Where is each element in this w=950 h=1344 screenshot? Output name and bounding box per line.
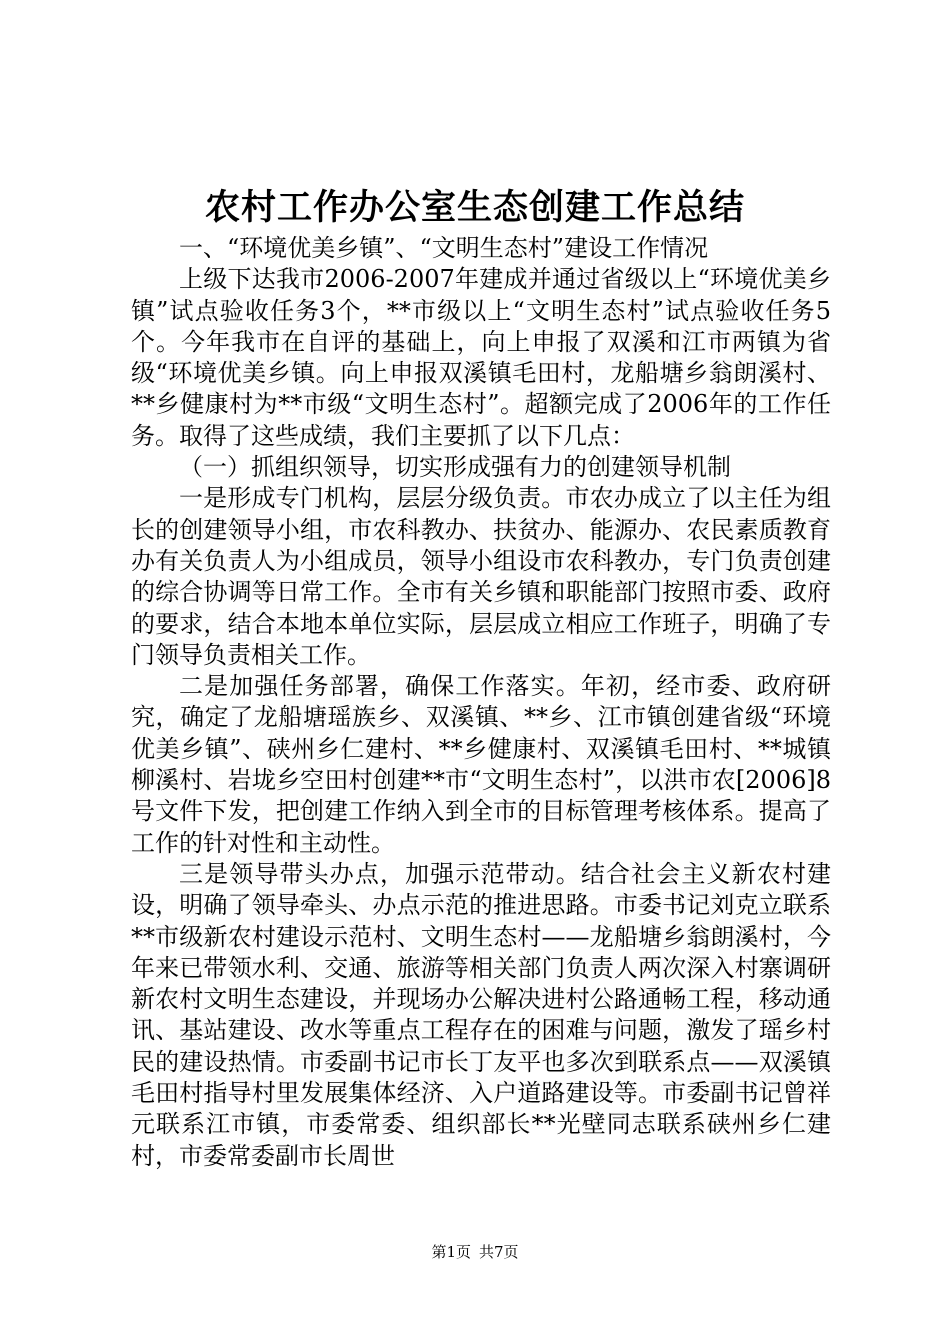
page-number: 第1页 xyxy=(431,1243,471,1261)
page-total: 共7页 xyxy=(479,1243,519,1261)
body-paragraph: 二是加强任务部署，确保工作落实。年初，经市委、政府研究，确定了龙船塘瑶族乡、双溪镇、**乡、江市镇创建省级“环境优美乡镇”、硖州乡仁建村、**乡健康村、双溪镇毛田村、**城镇柳溪村、岩垅乡空田村创建**市“文明生态村”，以洪市农[2006]8号文件下发，把创建工作纳入到全市的目标管理考核体系。提高了工作的针对性和主动性。 xyxy=(131,672,831,857)
document-body xyxy=(131,233,831,1172)
body-paragraph: 上级下达我市2006-2007年建成并通过省级以上“环境优美乡镇”试点验收任务3个，**市级以上“文明生态村”试点验收任务5个。今年我市在自评的基础上，向上申报了双溪和江市两镇为省级“环境优美乡镇。向上申报双溪镇毛田村，龙船塘乡翁朗溪村、**乡健康村为**市级“文明生态村”。超额完成了2006年的工作任务。取得了这些成绩，我们主要抓了以下几点： xyxy=(131,265,831,450)
body-paragraph: 三是领导带头办点，加强示范带动。结合社会主义新农村建设，明确了领导牵头、办点示范的推进思路。市委书记刘克立联系**市级新农村建设示范村、文明生态村——龙船塘乡翁朗溪村，今年来已带领水利、交通、旅游等相关部门负责人两次深入村寨调研新农村文明生态建设，并现场办公解决进村公路通畅工程，移动通讯、基站建设、改水等重点工程存在的困难与问题，激发了瑶乡村民的建设热情。市委副书记市长丁友平也多次到联系点——双溪镇毛田村指导村里发展集体经济、入户道路建设等。市委副书记曾祥元联系江市镇，市委常委、组织部长**光壁同志联系硖州乡仁建村，市委常委副市长周世 xyxy=(131,859,831,1170)
page-footer xyxy=(0,1242,950,1262)
section-heading: 一、“环境优美乡镇”、“文明生态村”建设工作情况 xyxy=(179,234,709,262)
subsection-heading: （一）抓组织领导，切实形成强有力的创建领导机制 xyxy=(179,453,731,482)
document-title: 农村工作办公室生态创建工作总结 xyxy=(204,187,745,228)
body-paragraph: 一是形成专门机构，层层分级负责。市农办成立了以主任为组长的创建领导小组，市农科教办、扶贫办、能源办、农民素质教育办有关负责人为小组成员，领导小组设市农科教办，专门负责创建的综合协调等日常工作。全市有关乡镇和职能部门按照市委、政府的要求，结合本地本单位实际，层层成立相应工作班子，明确了专门领导负责相关工作。 xyxy=(131,484,831,669)
